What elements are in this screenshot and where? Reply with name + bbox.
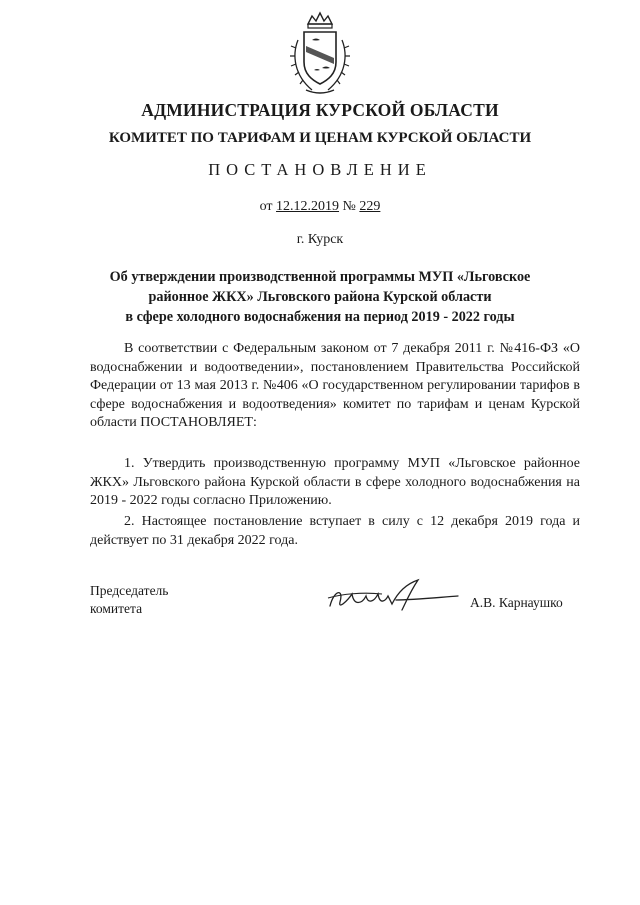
document-date-number (0, 199, 640, 215)
signer-position (90, 582, 168, 618)
title-line: в сфере холодного водоснабжения на период 2019 - 2022 годы (125, 309, 515, 325)
city: г. Курск (296, 232, 344, 247)
title-line: районное ЖКХ» Льговского района Курской области (148, 289, 492, 305)
document-number: 229 (359, 199, 381, 214)
document-title (0, 267, 640, 327)
body-paragraph-item-2: 2. Настоящее постановление вступает в силу с 12 декабря 2019 года и действует по 31 декабря 2022 года. (90, 514, 580, 548)
signer-name: А.В. Карнаушко (470, 595, 563, 610)
signer-position-line: комитета (90, 601, 143, 616)
number-label: № (342, 199, 356, 214)
body-paragraph-preamble: В соответствии с Федеральным законом от 7 декабря 2011 г. №416-ФЗ «О водоснабжении и водоотведении», постановлением Правительства Российской Федерации от 13 мая 2013 г. №406 «О государственном регулировании тарифов в сфере водоснабжения и водоотведения» комитет по тарифам и ценам Курской области ПОСТАНОВЛЯЕТ: (90, 341, 580, 430)
document-type: ПОСТАНОВЛЕНИЕ (208, 160, 432, 179)
kursk-coat-of-arms-icon (286, 10, 354, 98)
document-date: 12.12.2019 (276, 199, 340, 214)
body-paragraph-item-1: 1. Утвердить производственную программу МУП «Льговское районное ЖКХ» Льговского района Курской области в сфере холодного водоснабжения на 2019 - 2022 годы согласно Приложению. (90, 456, 580, 508)
committee-name: КОМИТЕТ ПО ТАРИФАМ И ЦЕНАМ КУРСКОЙ ОБЛАСТИ (108, 130, 532, 146)
organization-name: АДМИНИСТРАЦИЯ КУРСКОЙ ОБЛАСТИ (141, 100, 499, 120)
signer-position-line: Председатель (90, 583, 169, 598)
handwritten-signature (322, 570, 462, 620)
title-line: Об утверждении производственной программы МУП «Льговское (109, 269, 531, 285)
from-label: от (259, 199, 273, 214)
